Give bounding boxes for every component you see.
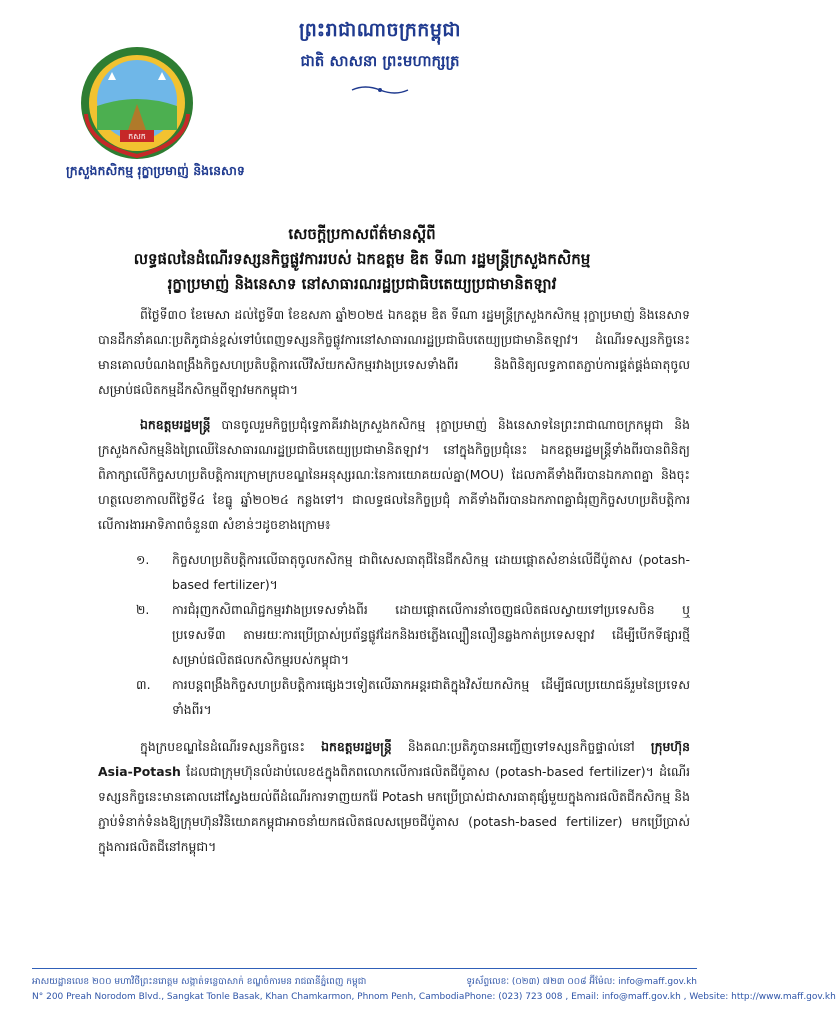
title-line-1: សេចក្តីប្រកាសព័ត៌មានស្តីពី bbox=[288, 225, 436, 243]
document-body bbox=[98, 302, 690, 869]
list-item bbox=[98, 597, 690, 672]
paragraph-2 bbox=[98, 412, 690, 537]
kingdom-header bbox=[250, 18, 510, 100]
footer-contact-km: ទូរស័ព្ទលេខៈ (០២៣) ៧២៣ ០០៨ អ៊ីម៉ែល: info@maff.gov.kh bbox=[466, 977, 697, 987]
footer bbox=[32, 968, 836, 1005]
footer-row-khmer bbox=[32, 975, 697, 990]
ornament-divider-icon bbox=[350, 84, 410, 96]
list-item-number: ២. bbox=[136, 602, 150, 617]
logo-text: កសក bbox=[128, 132, 146, 141]
paragraph-3-part-a: ក្នុងក្របខណ្ឌនៃដំណើរទស្សនកិច្ចនេះ bbox=[140, 739, 322, 754]
footer-address-en: N° 200 Preah Norodom Blvd., Sangkat Tonle Basak, Khan Chamkarmon, Phnom Penh, Cambodia bbox=[32, 992, 465, 1002]
title-line-2: លទ្ធផលនៃដំណើរទស្សនកិច្ចផ្លូវការរបស់ ឯកឧត្តម ឌិត ទីណា រដ្ឋមន្ត្រីក្រសួងកសិកម្ម bbox=[133, 250, 591, 268]
paragraph-3-part-e: ដែលជាក្រុមហ៊ុនលំដាប់លេខ៥ក្នុងពិភពលោកលើការផលិតជីប៉ូតាស (potash-based fertilizer)។ ដំណើរទស្សនកិច្ចនេះមានគោលដៅស្វែងយល់ពីដំណើរការទាញយករ៉ែ Potash មកប្រើប្រាស់ជាសារធាតុផ្សំមួយក្នុងការផលិតជីកសិកម្ម និងភ្ជាប់ទំនាក់ទំនងឱ្យក្រុមហ៊ុនវិនិយោគកម្ពុជាអាចនាំយកផលិតផលសម្រេចជីប៉ូតាស (potash-based fertilizer) មកប្រើប្រាស់ក្នុងការផលិតជីនៅកម្ពុជា។ bbox=[98, 764, 690, 854]
kingdom-motto: ជាតិ សាសនា ព្រះមហាក្សត្រ bbox=[300, 52, 460, 70]
paragraph-3-minister: ឯកឧត្តមរដ្ឋមន្ត្រី bbox=[321, 739, 392, 754]
list-item bbox=[98, 672, 690, 722]
list-item-number: ៣. bbox=[136, 677, 151, 692]
document-title bbox=[60, 222, 664, 297]
list-item-number: ១. bbox=[136, 552, 150, 567]
paragraph-3 bbox=[98, 734, 690, 859]
ministry-logo bbox=[78, 44, 196, 162]
paragraph-1 bbox=[98, 302, 690, 402]
kingdom-title: ព្រះរាជាណាចក្រកម្ពុជា bbox=[299, 19, 461, 41]
list-item-text: កិច្ចសហប្រតិបត្តិការលើធាតុចូលកសិកម្ម ជាពិសេសធាតុជីនៃជីកសិកម្ម ដោយផ្តោតសំខាន់លើជីប៉ូតាស (potash-based fertilizer)។ bbox=[172, 552, 690, 592]
footer-address-km: អាសយដ្ឋានលេខ ២០០ មហាវិថីព្រះនរោត្តម សង្កាត់ទន្លេបាសាក់ ខណ្ឌចំការមន រាជធានីភ្នំពេញ កម្ពុជា bbox=[32, 977, 367, 987]
paragraph-2-rest: បានចូលរួមកិច្ចប្រជុំទ្វេភាគីរវាងក្រសួងកសិកម្ម រុក្ខាប្រមាញ់ និងនេសាទនៃព្រះរាជាណាចក្រកម្ពុជា និងក្រសួងកសិកម្មនិងព្រៃឈើនៃសាធារណរដ្ឋប្រជាធិបតេយ្យប្រជាមានិតឡាវ។ នៅក្នុងកិច្ចប្រជុំនេះ ឯកឧត្តមរដ្ឋមន្ត្រីទាំងពីរបានពិនិត្យពិភាក្សាលើកិច្ចសហប្រតិបត្តិការក្រោមក្របខណ្ឌនៃអនុស្សរណៈនៃការយោគយល់គ្នា(MOU) ដែលភាគីទាំងពីរបានឯកភាពគ្នា និងចុះហត្ថលេខាកាលពីថ្ងៃទី៤ ខែធ្នូ ឆ្នាំ២០២៤ កន្លងទៅ។ ជាលទ្ធផលនៃកិច្ចប្រជុំ ភាគីទាំងពីរបានឯកភាពគ្នាជំរុញកិច្ចសហប្រតិបត្តិការលើការងារអាទិភាពចំនួន៣ សំខាន់ៗដូចខាងក្រោម៖ bbox=[98, 417, 690, 532]
footer-row-english bbox=[32, 990, 836, 1005]
paragraph-3-part-c: និងគណៈប្រតិភូបានអញ្ជើញទៅទស្សនកិច្ចផ្ទាល់នៅ bbox=[391, 739, 651, 754]
paragraph-3-company: ក្រុមហ៊ុន Asia-Potash bbox=[98, 739, 690, 779]
footer-contact-en: Phone: (023) 723 008 , Email: info@maff.gov.kh , Website: http://www.maff.gov.kh bbox=[464, 992, 836, 1002]
list-item-text: ការបន្តពង្រឹងកិច្ចសហប្រតិបត្តិការផ្សេងៗទៀតលើឆាកអន្តរជាតិក្នុងវិស័យកសិកម្ម ដើម្បីផលប្រយោជន៍រួមនៃប្រទេសទាំងពីរ។ bbox=[172, 677, 690, 717]
priority-list bbox=[98, 547, 690, 722]
paragraph-1-lead: ពីថ្ងៃទី៣០ ខែមេសា ដល់ថ្ងៃទី៣ ខែឧសភា ឆ្នាំ២០២៥ ឯកឧត្តម ឌិត ទីណា រដ្ឋមន្ត្រីក្រសួងកសិកម្ម រុក្ខាប្រមាញ់ និងនេសាទ bbox=[140, 307, 690, 322]
paragraph-2-lead: ឯកឧត្តមរដ្ឋមន្ត្រី bbox=[140, 417, 211, 432]
paragraph-1-rest: បានដឹកនាំគណៈប្រតិភូជាន់ខ្ពស់ទៅបំពេញទស្សនកិច្ចផ្លូវការនៅសាធារណរដ្ឋប្រជាធិបតេយ្យប្រជាមានិតឡាវ។ ដំណើរទស្សនកិច្ចនេះមានគោលបំណងពង្រឹងកិច្ចសហប្រតិបត្តិការលើវិស័យកសិកម្មរវាងប្រទេសទាំងពីរ និងពិនិត្យលទ្ធភាពតភ្ជាប់ការផ្គត់ផ្គង់ធាតុចូលសម្រាប់ផលិតកម្មដីកសិកម្មពីឡាវមកកម្ពុជា។ bbox=[98, 332, 690, 397]
title-line-3: រុក្ខាប្រមាញ់ និងនេសាទ នៅសាធារណរដ្ឋប្រជាធិបតេយ្យប្រជាមានិតឡាវ bbox=[167, 275, 557, 293]
ministry-name: ក្រសួងកសិកម្ម រុក្ខាប្រមាញ់ និងនេសាទ bbox=[66, 163, 245, 178]
list-item bbox=[98, 547, 690, 597]
list-item-text: ការជំរុញកសិពាណិជ្ជកម្មរវាងប្រទេសទាំងពីរ ដោយផ្តោតលើការនាំចេញផលិតផលស្វាយទៅប្រទេសចិន ឬប្រទេសទី៣ តាមរយៈការប្រើប្រាស់ប្រព័ន្ធផ្លូវដែកនិងរថភ្លើងល្បឿនលឿនឆ្លងកាត់ប្រទេសឡាវ ដើម្បីបើកទីផ្សារថ្មីសម្រាប់ផលិតផលកសិកម្មរបស់កម្ពុជា។ bbox=[172, 602, 690, 667]
